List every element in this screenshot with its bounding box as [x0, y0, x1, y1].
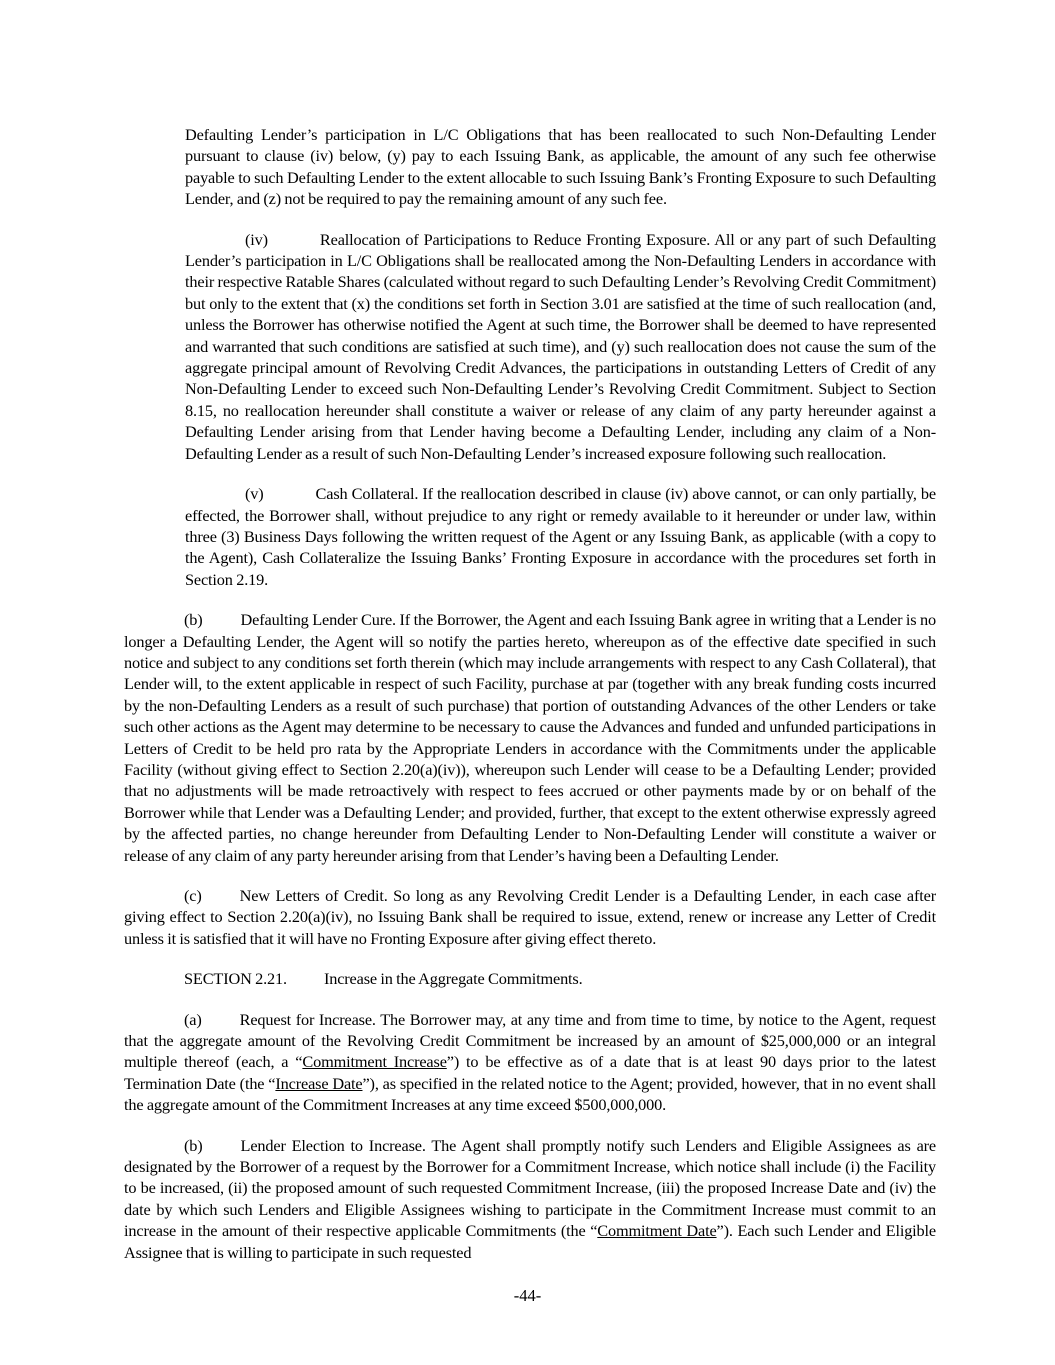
paragraph-text: Defaulting Lender’s participation in L/C Obligations that has been reallocated to such Non-Defaulting Lender pursuant to clause (iv) below, (y) pay to each Issuing Bank, as applicable, the amount of any such fee otherwise payable to such Defaulting Lender to the extent allocable to such Issuing Bank’s Fronting Exposure to such Defaulting Lender, and (z) not be required to pay the remaining amount of any such fee.	[185, 125, 936, 209]
paragraph-continuation	[185, 124, 936, 210]
paragraph-clause-a-request-for-increase	[124, 1009, 936, 1116]
clause-label-iv: (iv)	[245, 229, 268, 249]
defined-term-increase-date: Increase Date	[275, 1073, 363, 1093]
paragraph-clause-c-new-letters-of-credit	[124, 885, 936, 949]
paragraph-text: New Letters of Credit. So long as any Revolving Credit Lender is a Defaulting Lender, in each case after giving effect to Section 2.20(a)(iv), no Issuing Bank shall be required to issue, extend, renew or increase any Letter of Credit unless it is satisfied that it will have no Fronting Exposure after giving effect thereto.	[124, 886, 936, 948]
paragraph-text: Request for Increase. The Borrower may, at any time and from time to time, by notice to the Agent, request that the aggregate amount of the Revolving Credit Commitment be increased by an amount of $25,000,000 or an integral multiple thereof (each, a “	[124, 1009, 936, 1072]
section-title: Increase in the Aggregate Commitments.	[323, 969, 583, 989]
section-number: SECTION 2.21.	[184, 969, 287, 989]
paragraph-text: Reallocation of Participations to Reduce Fronting Exposure. All or any part of such Defaulting Lender’s participation in L/C Obligations shall be reallocated among the Non-Defaulting Lenders in accordance with their respective Ratable Shares (calculated without regard to such Defaulting Lender’s Revolving Credit Commitment) but only to the extent that (x) the conditions set forth in Section 3.01 are satisfied at the time of such reallocation (and, unless the Borrower has otherwise notified the Agent at such time, the Borrower shall be deemed to have represented and warranted that such conditions are satisfied at such time), and (y) such reallocation does not cause the sum of the aggregate principal amount of Revolving Credit Advances, the participations in outstanding Letters of Credit of any Non-Defaulting Lender to exceed such Non-Defaulting Lender’s Revolving Credit Commitment. Subject to Section 8.15, no reallocation hereunder shall constitute a waiver or release of any claim of any party hereunder against a Defaulting Lender arising from that Lender having become a Defaulting Lender, including any claim of a Non-Defaulting Lender as a result of such Non-Defaulting Lender’s increased exposure following such reallocation.	[185, 229, 936, 463]
clause-label-a: (a)	[184, 1009, 202, 1029]
clause-label-b2: (b)	[184, 1135, 203, 1155]
clause-label-b: (b)	[184, 610, 203, 630]
paragraph-text: ”), as specified in the related notice to the Agent; provided, however, that in no event shall the aggregate amount of the Commitment Increases at any time exceed $500,000,000.	[124, 1073, 936, 1115]
paragraph-clause-b-defaulting-lender-cure	[124, 609, 936, 866]
paragraph-text: Defaulting Lender Cure. If the Borrower, the Agent and each Issuing Bank agree in writing that a Lender is no longer a Defaulting Lender, the Agent will so notify the parties hereto, whereupon as of the effective date specified in such notice and subject to any conditions set forth therein (which may include arrangements with respect to any Cash Collateral), that Lender will, to the extent applicable in respect of such Facility, purchase at par (together with any break funding costs incurred by the non-Defaulting Lenders as a result of such purchase) that portion of outstanding Advances of the other Lenders or take such other actions as the Agent may determine to be necessary to cause the Advances and funded and unfunded participations in Letters of Credit to be held pro rata by the Appropriate Lenders in accordance with the Commitments under the applicable Facility (without giving effect to Section 2.20(a)(iv)), whereupon such Lender will cease to be a Defaulting Lender; provided that no adjustments will be made retroactively with respect to fees accrued or other payments made by or on behalf of the Borrower while that Lender was a Defaulting Lender; and provided, further, that except to the extent otherwise expressly agreed by the affected parties, no change hereunder from Defaulting Lender to Non-Defaulting Lender will constitute a waiver or release of any claim of any party hereunder arising from that Lender’s having been a Defaulting Lender.	[124, 610, 936, 865]
paragraph-text: ”). Each such Lender and Eligible Assignee that is willing to participate in such requested	[124, 1221, 936, 1262]
page-number: -44-	[513, 1286, 542, 1305]
defined-term-commitment-date: Commitment Date	[597, 1221, 717, 1241]
section-heading-2-21	[124, 968, 936, 989]
paragraph-clause-iv	[185, 229, 936, 464]
paragraph-text: Lender Election to Increase. The Agent shall promptly notify such Lenders and Eligible Assignees as are designated by the Borrower of a request by the Borrower for a Commitment Increase, which notice shall include (i) the Facility to be increased, (ii) the proposed amount of such requested Commitment Increase, (iii) the proposed Increase Date and (iv) the date by which such Lenders and Eligible Assignees wishing to participate in the Commitment Increase must commit to an increase in the amount of their respective applicable Commitments (the “	[124, 1135, 936, 1241]
paragraph-text: Cash Collateral. If the reallocation described in clause (iv) above cannot, or can only partially, be effected, the Borrower shall, without prejudice to any right or remedy available to it hereunder or under law, within three (3) Business Days following the written request of the Agent or any Issuing Bank, as applicable (with a copy to the Agent), Cash Collateralize the Issuing Banks’ Fronting Exposure in accordance with the procedures set forth in Section 2.19.	[185, 484, 936, 589]
paragraph-text: ”) to be effective as of a date that is at least 90 days prior to the latest Termination Date (the “	[124, 1052, 936, 1093]
clause-label-v: (v)	[245, 484, 264, 504]
paragraph-clause-b-lender-election-to-increase	[124, 1135, 936, 1263]
page-content	[124, 124, 936, 1282]
paragraph-clause-v	[185, 483, 936, 590]
defined-term-commitment-increase: Commitment Increase	[302, 1052, 447, 1072]
clause-label-c: (c)	[184, 886, 202, 905]
